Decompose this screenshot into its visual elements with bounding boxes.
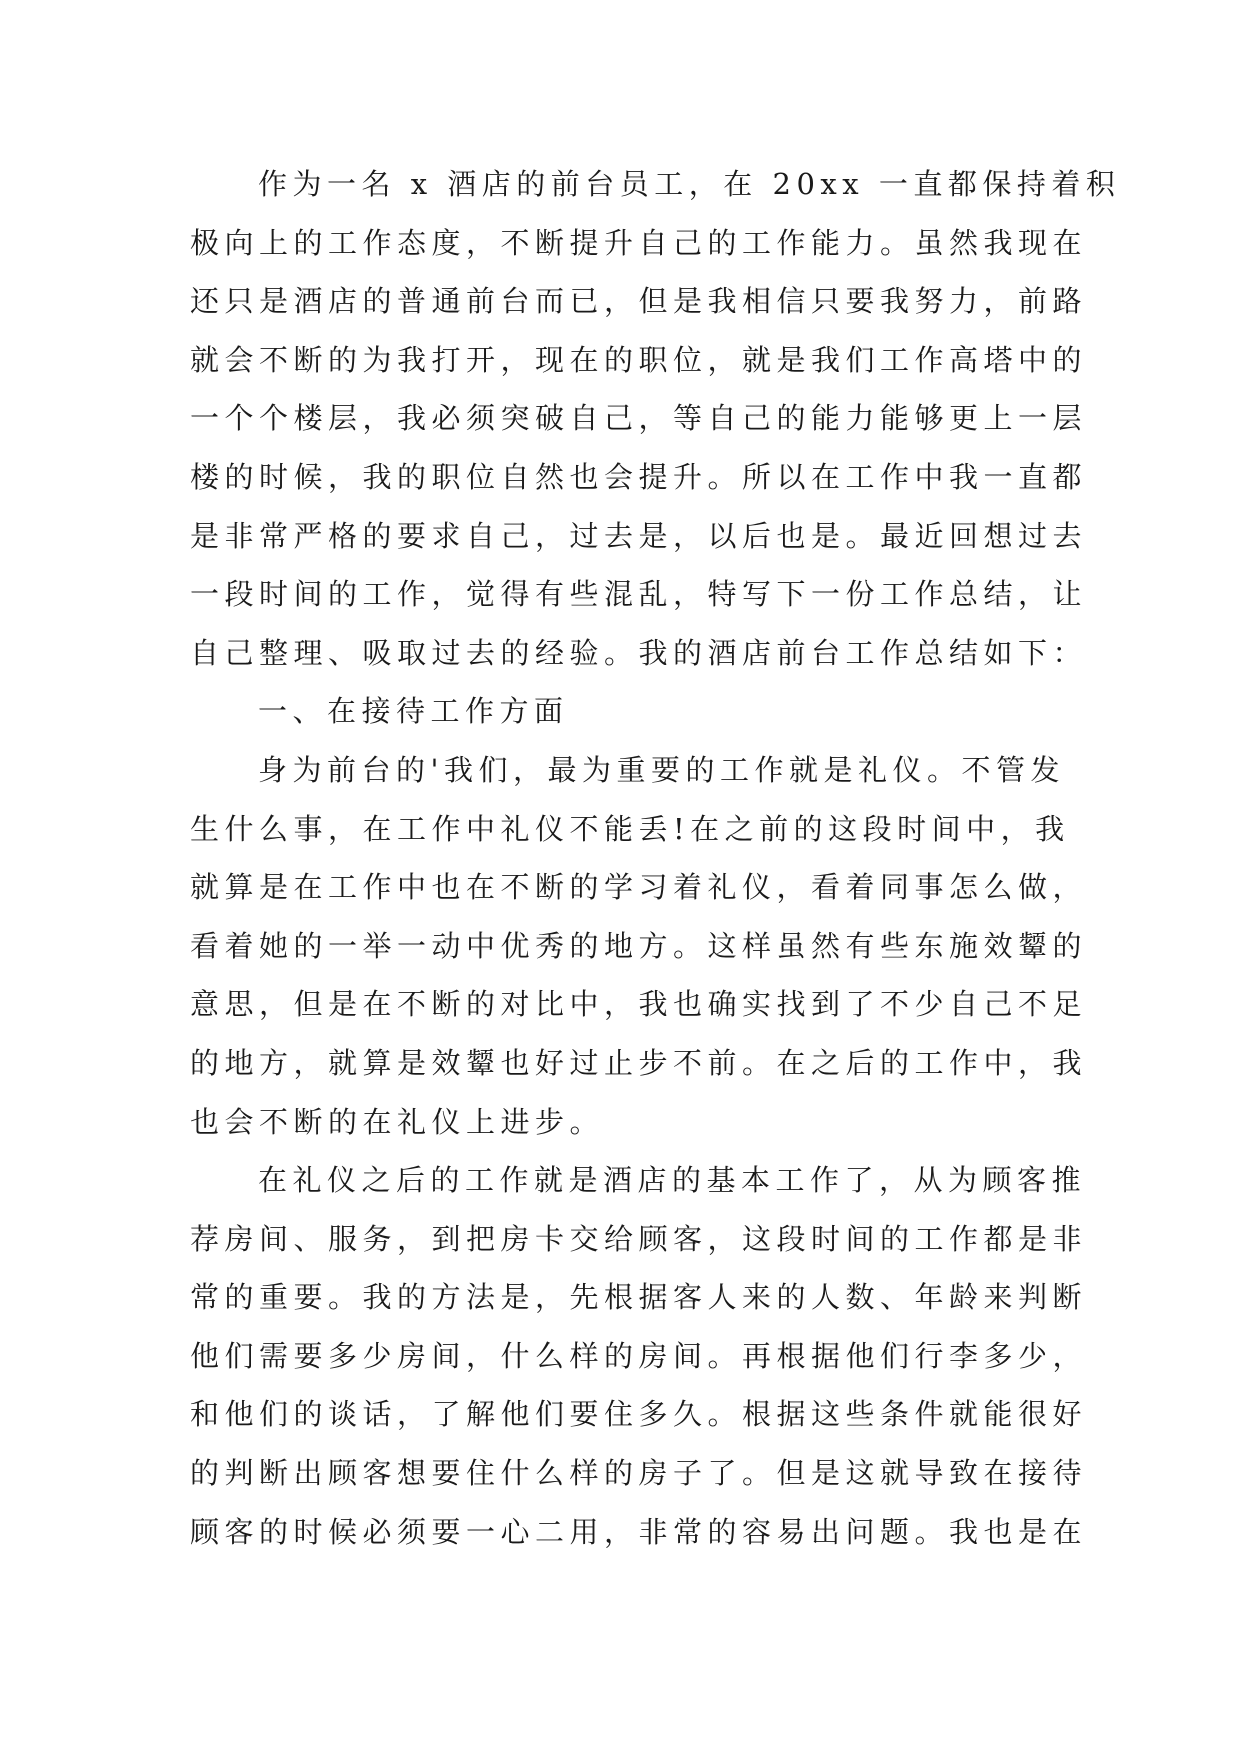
text-line: 作为一名 x 酒店的前台员工，在 20xx 一直都保持着积 [258, 167, 1121, 201]
text-line: 还只是酒店的普通前台而已，但是我相信只要我努力，前路 [190, 284, 1088, 319]
text-line: 荐房间、服务，到把房卡交给顾客，这段时间的工作都是非 [190, 1221, 1088, 1256]
text-line: 常的重要。我的方法是，先根据客人来的人数、年龄来判断 [190, 1280, 1088, 1315]
text-line: 他们需要多少房间，什么样的房间。再根据他们行李多少， [190, 1338, 1088, 1373]
text-line: 顾客的时候必须要一心二用，非常的容易出问题。我也是在 [190, 1514, 1088, 1549]
text-line: 一段时间的工作，觉得有些混乱，特写下一份工作总结，让 [190, 577, 1088, 612]
body-text [190, 155, 1121, 1561]
text-line: 在礼仪之后的工作就是酒店的基本工作了，从为顾客推 [258, 1163, 1087, 1198]
text-line: 生什么事，在工作中礼仪不能丢!在之前的这段时间中，我 [190, 811, 1070, 846]
text-line: 身为前台的'我们，最为重要的工作就是礼仪。不管发 [258, 752, 1065, 787]
text-line: 极向上的工作态度，不断提升自己的工作能力。虽然我现在 [190, 225, 1088, 260]
text-line: 的地方，就算是效颦也好过止步不前。在之后的工作中，我 [190, 1045, 1088, 1080]
text-line: 就算是在工作中也在不断的学习着礼仪，看着同事怎么做， [190, 870, 1088, 905]
text-line: 和他们的谈话，了解他们要住多久。根据这些条件就能很好 [190, 1397, 1088, 1432]
text-line: 自己整理、吸取过去的经验。我的酒店前台工作总结如下： [190, 635, 1088, 670]
text-line: 看着她的一举一动中优秀的地方。这样虽然有些东施效颦的 [190, 928, 1088, 963]
text-line: 楼的时候，我的职位自然也会提升。所以在工作中我一直都 [190, 459, 1088, 494]
text-line: 意思，但是在不断的对比中，我也确实找到了不少自己不足 [190, 987, 1088, 1022]
text-line: 一、在接待工作方面 [258, 694, 569, 729]
text-line: 就会不断的为我打开，现在的职位，就是我们工作高塔中的 [190, 342, 1088, 377]
text-line: 一个个楼层，我必须突破自己，等自己的能力能够更上一层 [190, 401, 1088, 436]
text-line: 的判断出顾客想要住什么样的房子了。但是这就导致在接待 [190, 1456, 1088, 1491]
text-line: 是非常严格的要求自己，过去是，以后也是。最近回想过去 [190, 518, 1088, 553]
text-line: 也会不断的在礼仪上进步。 [190, 1104, 605, 1139]
